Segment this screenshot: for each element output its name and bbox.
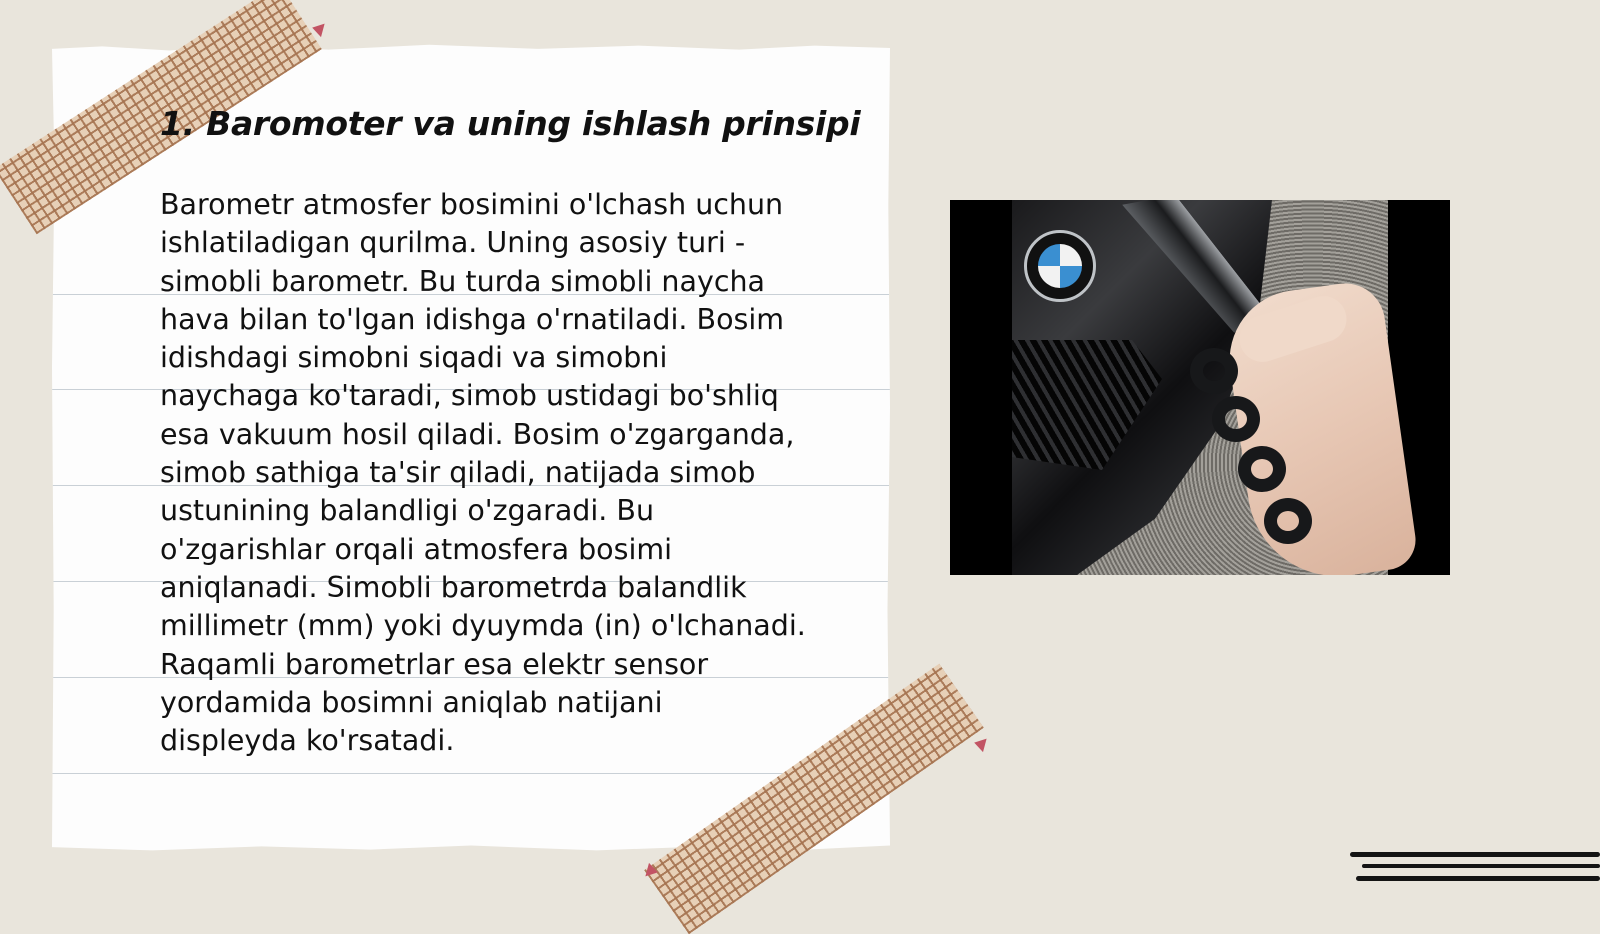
car-badge-center xyxy=(1038,244,1082,288)
paper-rule-line xyxy=(52,773,890,774)
body-line: aniqlanadi. Simobli barometrda balandlik xyxy=(160,570,747,604)
brush-line xyxy=(1356,876,1600,881)
body-line: idishdagi simobni siqadi va simobni xyxy=(160,341,668,375)
body-line: displeyda ko'rsatadi. xyxy=(160,724,455,758)
car-badge-icon xyxy=(1024,230,1096,302)
body-line: Barometr atmosfer bosimini o'lchash uchun xyxy=(160,188,784,221)
body-line: hava bilan to'lgan idishga o'rnatiladi. Bosim xyxy=(160,302,785,336)
body-line: ustunining balandligi o'zgaradi. Bu xyxy=(160,494,655,528)
slide-photo xyxy=(950,200,1450,575)
photo-scene xyxy=(1012,200,1388,575)
body-line: naychaga ko'taradi, simob ustidagi bo'shliq xyxy=(160,379,779,413)
knuckle-ring xyxy=(1212,396,1260,442)
knuckle-ring xyxy=(1264,498,1312,544)
slide-body-text xyxy=(160,186,840,760)
knuckle-ring xyxy=(1238,446,1286,492)
brush-line xyxy=(1350,852,1600,857)
body-line: esa vakuum hosil qiladi. Bosim o'zgarganda, xyxy=(160,417,795,451)
slide-title: 1. Baromoter va uning ishlash prinsipi xyxy=(160,104,861,143)
body-line: simob sathiga ta'sir qiladi, natijada simob xyxy=(160,456,756,490)
tape-corner-mark xyxy=(972,736,986,752)
decorative-brush-lines xyxy=(1350,850,1600,890)
body-line: millimetr (mm) yoki dyuymda (in) o'lchanadi. xyxy=(160,609,806,643)
knuckle-ring xyxy=(1190,348,1238,394)
body-line: simobli barometr. Bu turda simobli naycha xyxy=(160,264,766,298)
body-line: o'zgarishlar orqali atmosfera bosimi xyxy=(160,532,673,566)
body-line: yordamida bosimni aniqlab natijani xyxy=(160,685,663,719)
body-line: Raqamli barometrlar esa elektr sensor xyxy=(160,647,709,681)
brush-line xyxy=(1362,864,1600,868)
body-line: ishlatiladigan qurilma. Uning asosiy turi - xyxy=(160,226,746,260)
tape-corner-mark xyxy=(310,21,324,37)
